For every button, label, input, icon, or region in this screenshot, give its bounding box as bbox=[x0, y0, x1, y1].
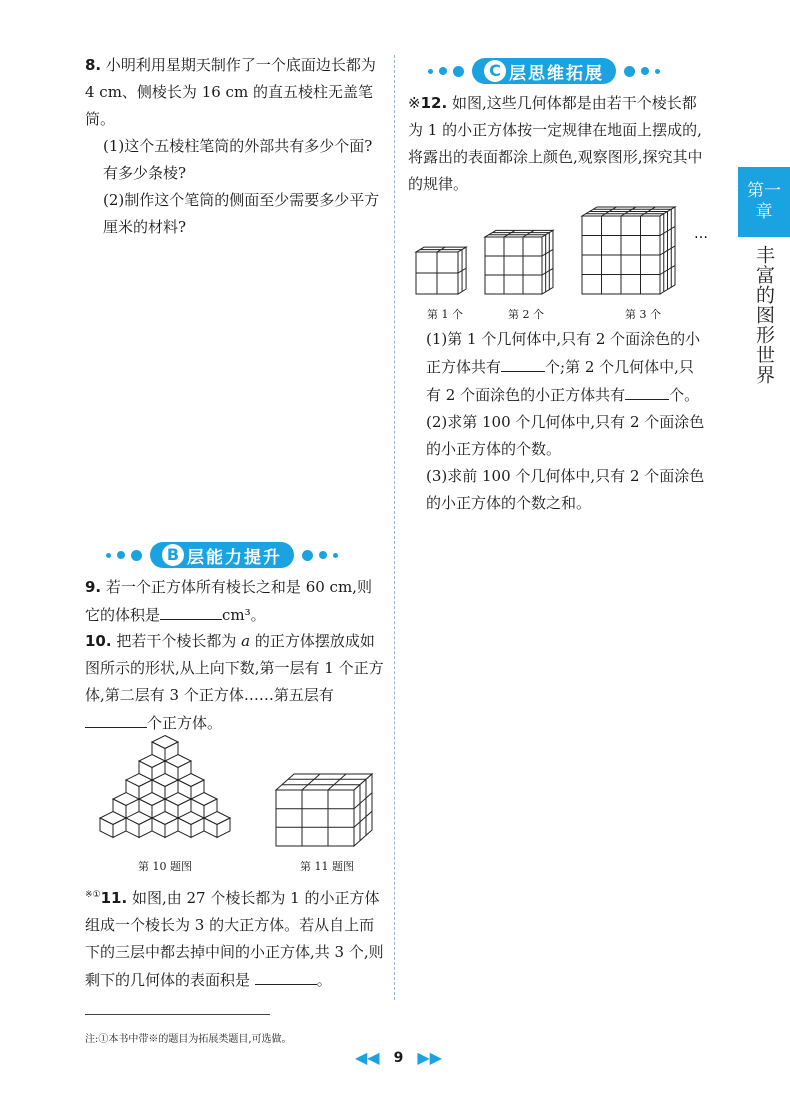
chapter-number bbox=[738, 167, 790, 237]
question-8 bbox=[85, 52, 385, 241]
section-letter: B bbox=[162, 544, 184, 566]
answer-blank[interactable] bbox=[255, 966, 317, 985]
figure-12-cubes bbox=[412, 192, 712, 302]
chapter-title: 丰富的图形世界 bbox=[753, 245, 775, 385]
figure-12-label-3: 第 3 个 bbox=[625, 308, 661, 321]
question-9 bbox=[85, 574, 385, 629]
variable: a bbox=[241, 632, 251, 650]
next-arrow-icon: ▶▶ bbox=[417, 1048, 442, 1067]
sub-question-2: (2)求第 100 个几何体中,只有 2 个面涂色的小正方体的个数。 bbox=[426, 413, 705, 458]
question-text: 。 bbox=[316, 971, 332, 989]
ellipsis: … bbox=[694, 226, 708, 242]
sub-question-3: (3)求前 100 个几何体中,只有 2 个面涂色的小正方体的个数之和。 bbox=[426, 467, 705, 512]
prev-arrow-icon: ◀◀ bbox=[355, 1048, 380, 1067]
page-navigation bbox=[355, 1048, 442, 1067]
question-text: 把若干个棱长都为 bbox=[116, 632, 237, 650]
section-label: 层能力提升 bbox=[187, 547, 282, 568]
answer-blank[interactable] bbox=[160, 601, 222, 620]
question-number: 10. bbox=[85, 632, 112, 650]
sub-question-1: (1)这个五棱柱笔筒的外部共有多少个面?有多少条棱? bbox=[103, 137, 373, 182]
extension-mark: ※ bbox=[408, 94, 421, 112]
section-c-banner bbox=[420, 56, 668, 86]
answer-blank[interactable] bbox=[625, 381, 669, 400]
answer-blank[interactable] bbox=[501, 353, 545, 372]
page-number: 9 bbox=[393, 1049, 404, 1066]
question-12 bbox=[408, 90, 708, 198]
sub-question-2: (2)制作这个笔筒的侧面至少需要多少平方厘米的材料? bbox=[103, 191, 380, 236]
question-text: 的正方体摆放成如图所示的形状,从上向下数,第一层有 1 个正方体,第二层有 3 个正方体……第五层有 bbox=[85, 632, 384, 704]
decor-dots-left bbox=[106, 550, 142, 561]
question-number: 12. bbox=[420, 94, 448, 112]
section-label: 层思维拓展 bbox=[509, 63, 604, 84]
question-text: 个正方体。 bbox=[147, 714, 223, 732]
cube-front bbox=[485, 237, 542, 294]
section-letter: C bbox=[484, 60, 506, 82]
figure-12-label-1: 第 1 个 bbox=[427, 308, 463, 321]
column-divider bbox=[394, 55, 395, 1000]
question-text: 如图,由 27 个棱长都为 1 的小正方体组成一个棱长为 3 的大正方体。若从自上而下的三层中都去掉中间的小正方体,共 3 个,则剩下的几何体的表面积是 bbox=[85, 889, 384, 989]
unit-text: cm³。 bbox=[222, 606, 266, 624]
decor-dots-right bbox=[302, 550, 338, 561]
question-10 bbox=[85, 628, 385, 737]
cube-side bbox=[542, 230, 553, 294]
decor-dots-left bbox=[428, 66, 464, 77]
question-number: 9. bbox=[85, 578, 102, 596]
question-number: 8. bbox=[85, 56, 102, 74]
sub-question-1: (1)第 1 个几何体中,只有 2 个面涂色的小正方体共有 bbox=[426, 330, 701, 376]
question-text: 小明利用星期天制作了一个底面边长都为 4 cm、侧棱长为 16 cm 的直五棱柱无盖笔筒。 bbox=[85, 56, 376, 128]
figure-11-cube bbox=[272, 768, 377, 848]
extension-mark: ※① bbox=[85, 890, 101, 900]
chapter-line-1: 第一 bbox=[747, 181, 781, 201]
sub-question-1-cont: 个;第 2 个几何体中,只有 2 个面涂色的小正方体共有 bbox=[426, 358, 694, 404]
sub-question-1-end: 个。 bbox=[669, 386, 700, 404]
question-text: 若一个正方体所有棱长之和是 60 cm,则它的体积是 bbox=[85, 578, 372, 624]
figure-11-caption: 第 11 题图 bbox=[300, 860, 354, 873]
figure-12-label-2: 第 2 个 bbox=[508, 308, 544, 321]
footnote: 注:①本书中带※的题目为拓展类题目,可选做。 bbox=[85, 1034, 292, 1045]
footnote-rule bbox=[85, 1014, 270, 1015]
chapter-line-2: 章 bbox=[755, 202, 773, 222]
figure-10-caption: 第 10 题图 bbox=[138, 860, 192, 873]
section-b-banner bbox=[98, 540, 346, 570]
decor-dots-right bbox=[624, 66, 660, 77]
figure-10-cube-pyramid bbox=[95, 732, 235, 847]
chapter-tab bbox=[738, 167, 790, 385]
question-text: 如图,这些几何体都是由若干个棱长都为 1 的小正方体按一定规律在地面上摆成的,将露出的表面都涂上颜色,观察图形,探究其中的规律。 bbox=[408, 94, 703, 193]
answer-blank[interactable] bbox=[85, 709, 147, 728]
question-11 bbox=[85, 882, 385, 994]
question-12-subs bbox=[408, 326, 708, 517]
question-number: 11. bbox=[100, 889, 128, 907]
